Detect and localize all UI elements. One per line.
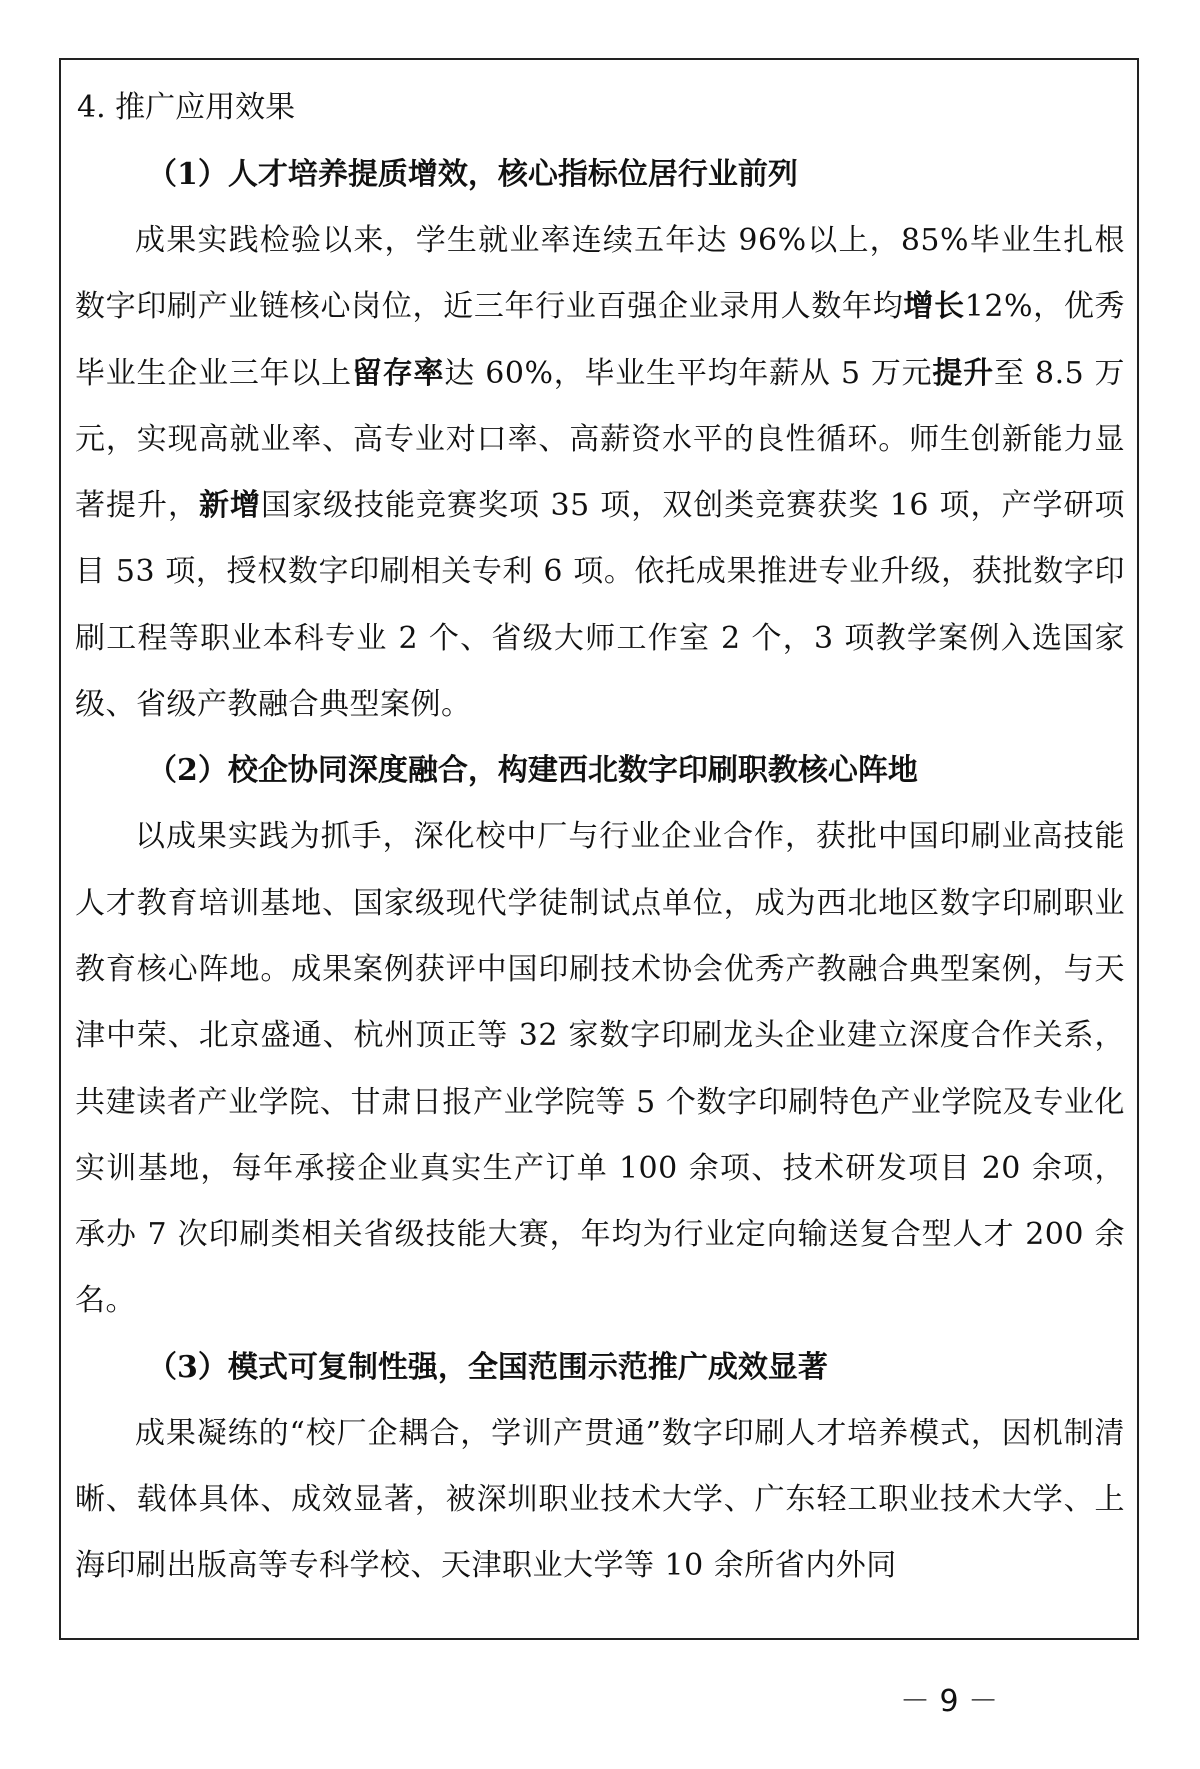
paragraph-text: 成果凝练的“校厂企耦合，学训产贯通”数字印刷人才培养模式，因机制清晰、载体具体、成效显著，被深圳职业技术大学、广东轻工职业技术大学、上海印刷出版高等专科学校、天津职业大学等 10 余所省内外同 xyxy=(75,1415,1125,1584)
emphasis-text: 留存率 xyxy=(351,355,445,391)
page-frame xyxy=(59,58,1139,1640)
document-body xyxy=(75,74,1125,1600)
emphasis-text: 增长 xyxy=(903,289,965,325)
paragraph-text: 达 60%，毕业生平均年薪从 5 万元 xyxy=(444,355,933,391)
subsection-heading-1: （1）人才培养提质增效，核心指标位居行业前列 xyxy=(147,157,798,192)
emphasis-text: 提升 xyxy=(932,355,994,391)
subsection-heading-2: （2）校企协同深度融合，构建西北数字印刷职教核心阵地 xyxy=(147,753,918,789)
paragraph-text: 至 8.5 万元，实现高就业率、高专业对口率、高薪资水平的良性循环。师生创新能力显著提升， xyxy=(75,355,1126,524)
paragraph-text: 成果实践检验以来，学生就业率连续五年达 96%以上，85%毕业生扎根数字印刷产业链核心岗位，近三年行业百强企业录用人数年均 xyxy=(75,223,1125,325)
section-title: 4. 推广应用效果 xyxy=(77,90,296,125)
paragraph-text: 以成果实践为抓手，深化校中厂与行业企业合作，获批中国印刷业高技能人才教育培训基地、国家级现代学徒制试点单位，成为西北地区数字印刷职业教育核心阵地。成果案例获评中国印刷技术协会优秀产教融合典型案例，与天津中荣、北京盛通、杭州顶正等 32 家数字印刷龙头企业建立深度合作关系，共建读者产业学院、甘肃日报产业学院等 5 个数字印刷特色产业学院及专业化实训基地，每年承接企业真实生产订单 100 余项、技术研发项目 20 余项，承办 7 次印刷类相关省级技能大赛，年均为行业定向输送复合型人才 200 余名。 xyxy=(75,819,1125,1319)
subsection-paragraph-2 xyxy=(75,804,1125,1334)
paragraph-text: 国家级技能竞赛奖项 35 项，双创类竞赛获奖 16 项，产学研项目 53 项，授权数字印刷相关专利 6 项。依托成果推进专业升级，获批数字印刷工程等职业本科专业 2 个、省级大师工作室 2 个，3 项教学案例入选国家级、省级产教融合典型案例。 xyxy=(75,488,1125,723)
emphasis-text: 新增 xyxy=(199,488,261,524)
subsection-paragraph-3 xyxy=(75,1401,1125,1600)
subsection-heading-3: （3）模式可复制性强，全国范围示范推广成效显著 xyxy=(147,1349,828,1385)
subsection-paragraph-1 xyxy=(75,208,1125,738)
paragraph-text: 12%，优秀毕业生企业三年以上 xyxy=(75,289,1126,391)
page-number: － 9 － xyxy=(900,1684,999,1719)
